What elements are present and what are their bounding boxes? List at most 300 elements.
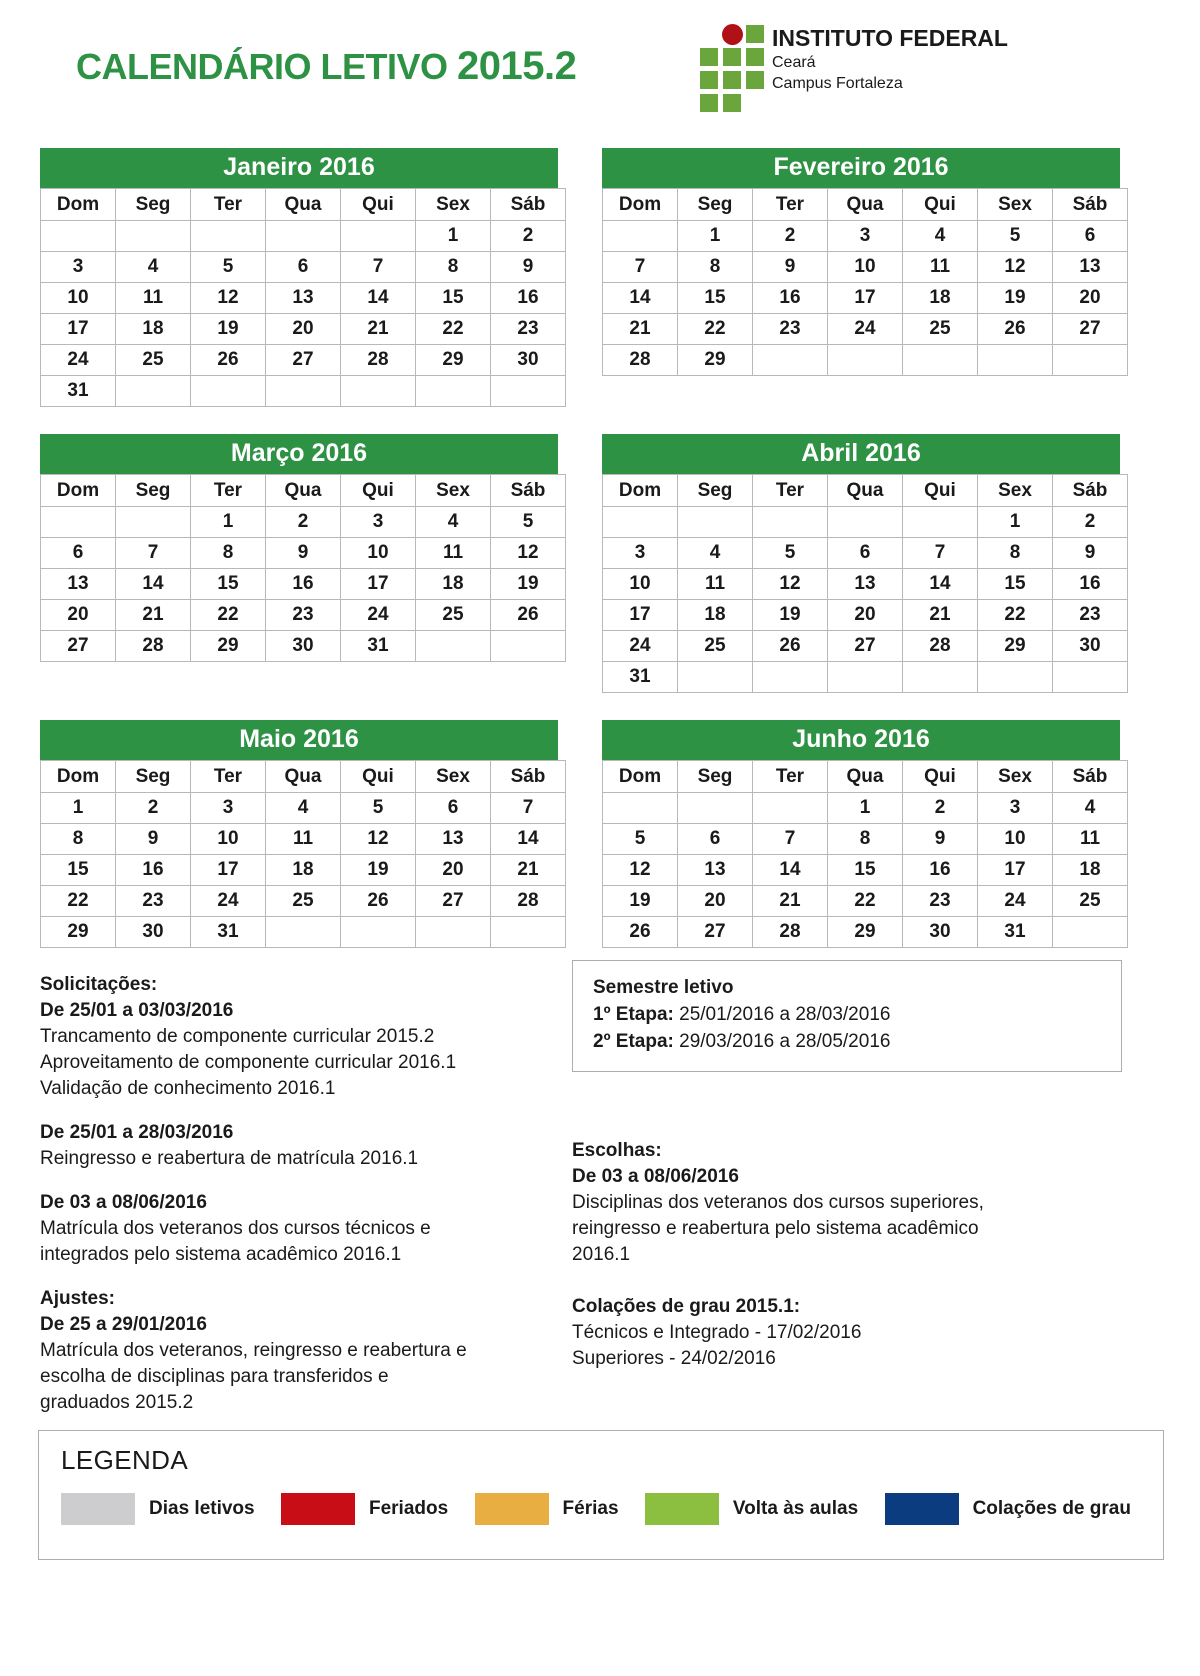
weekday-header-sáb: Sáb [491,761,566,793]
solicitacoes-line-6: integrados pelo sistema acadêmico 2016.1 [40,1244,402,1265]
semestre-letivo-box [572,960,1122,1072]
day-cell[interactable]: 26 [191,345,266,376]
day-cell[interactable]: 27 [41,631,116,662]
day-cell[interactable]: 28 [116,631,191,662]
week-row [41,917,566,948]
weekday-header-qui: Qui [341,189,416,221]
day-cell[interactable]: 6 [828,538,903,569]
day-cell-empty [191,376,266,407]
day-cell[interactable]: 17 [191,855,266,886]
day-cell[interactable]: 27 [1053,314,1128,345]
day-cell[interactable]: 19 [603,886,678,917]
day-cell[interactable]: 21 [603,314,678,345]
colacoes-block [572,1294,1160,1372]
ajustes-block [40,1286,560,1416]
day-cell[interactable]: 7 [603,252,678,283]
day-cell[interactable]: 22 [828,886,903,917]
day-cell[interactable]: 9 [266,538,341,569]
day-cell[interactable]: 6 [41,538,116,569]
day-cell[interactable]: 8 [678,252,753,283]
day-cell[interactable]: 24 [978,886,1053,917]
day-cell[interactable]: 9 [903,824,978,855]
legend-item-label: Volta às aulas [732,1498,859,1519]
day-cell[interactable]: 30 [116,917,191,948]
day-cell[interactable]: 31 [978,917,1053,948]
day-cell[interactable]: 4 [903,221,978,252]
day-cell[interactable]: 10 [41,283,116,314]
day-cell[interactable]: 27 [266,345,341,376]
day-cell-empty [266,917,341,948]
day-cell[interactable]: 2 [903,793,978,824]
day-cell[interactable]: 26 [491,600,566,631]
day-cell[interactable]: 15 [978,569,1053,600]
day-cell[interactable]: 4 [416,507,491,538]
info-column-right [572,960,1160,1372]
day-cell-empty [1053,917,1128,948]
day-cell-empty [603,793,678,824]
day-cell-empty [266,221,341,252]
semestre-etapa-2 [593,1028,1101,1055]
day-cell[interactable]: 24 [191,886,266,917]
day-cell[interactable]: 24 [603,631,678,662]
escolhas-line-3: 2016.1 [572,1244,631,1265]
legend-color-swatch [61,1493,135,1525]
day-cell[interactable]: 1 [978,507,1053,538]
day-cell[interactable]: 19 [341,855,416,886]
day-cell[interactable]: 3 [41,252,116,283]
day-cell[interactable]: 9 [116,824,191,855]
day-cell[interactable]: 28 [491,886,566,917]
day-cell[interactable]: 23 [491,314,566,345]
day-cell[interactable]: 27 [828,631,903,662]
day-cell[interactable]: 27 [678,917,753,948]
day-cell[interactable]: 11 [266,824,341,855]
day-cell[interactable]: 24 [41,345,116,376]
weekday-header-ter: Ter [191,475,266,507]
day-cell[interactable]: 19 [491,569,566,600]
day-cell[interactable]: 5 [603,824,678,855]
day-cell[interactable]: 31 [603,662,678,693]
day-cell-empty [903,662,978,693]
month-calendar [602,148,1120,407]
solicitacoes-line-2: Aproveitamento de componente curricular 2016.1 [40,1052,457,1073]
legend-item-label: Férias [562,1498,619,1519]
day-cell[interactable]: 25 [678,631,753,662]
week-row [603,283,1128,314]
month-calendar [40,720,558,948]
day-cell[interactable]: 29 [416,345,491,376]
weekday-header-seg: Seg [116,761,191,793]
escolhas-date-1: De 03 a 08/06/2016 [572,1166,739,1187]
day-cell[interactable]: 6 [266,252,341,283]
solicitacoes-date-2: De 25/01 a 28/03/2016 [40,1122,234,1143]
day-cell-empty [1053,662,1128,693]
day-cell[interactable]: 29 [191,631,266,662]
weekday-header-row [603,761,1128,793]
day-cell[interactable]: 20 [678,886,753,917]
day-cell[interactable]: 18 [1053,855,1128,886]
day-cell[interactable]: 23 [903,886,978,917]
day-cell-empty [266,376,341,407]
day-cell[interactable]: 5 [191,252,266,283]
day-cell-empty [416,917,491,948]
day-cell[interactable]: 22 [978,600,1053,631]
day-cell[interactable]: 7 [341,252,416,283]
weekday-header-dom: Dom [41,189,116,221]
day-cell[interactable]: 25 [116,345,191,376]
day-cell[interactable]: 28 [903,631,978,662]
day-cell[interactable]: 3 [191,793,266,824]
day-cell[interactable]: 21 [903,600,978,631]
day-cell[interactable]: 13 [678,855,753,886]
weekday-header-sáb: Sáb [1053,761,1128,793]
day-cell[interactable]: 30 [491,345,566,376]
weekday-header-qua: Qua [266,761,341,793]
day-cell[interactable]: 10 [828,252,903,283]
day-cell[interactable]: 24 [828,314,903,345]
etapa-1-label: 1º Etapa: [593,1004,674,1025]
day-cell[interactable]: 28 [603,345,678,376]
day-cell[interactable]: 25 [416,600,491,631]
day-cell[interactable]: 20 [828,600,903,631]
day-cell[interactable]: 2 [116,793,191,824]
day-cell[interactable]: 13 [828,569,903,600]
day-cell[interactable]: 1 [191,507,266,538]
day-cell[interactable]: 3 [341,507,416,538]
day-cell[interactable]: 20 [416,855,491,886]
day-cell[interactable]: 14 [491,824,566,855]
weekday-header-qui: Qui [903,475,978,507]
solicitacoes-line-4: Reingresso e reabertura de matrícula 2016.1 [40,1148,419,1169]
day-cell[interactable]: 10 [191,824,266,855]
day-cell[interactable]: 4 [1053,793,1128,824]
weekday-header-sáb: Sáb [491,189,566,221]
month-title: Fevereiro 2016 [602,148,1120,188]
ajustes-line-1: Matrícula dos veteranos, reingresso e reabertura e [40,1340,467,1361]
day-cell[interactable]: 1 [678,221,753,252]
day-cell[interactable]: 17 [828,283,903,314]
day-cell[interactable]: 7 [753,824,828,855]
day-cell[interactable]: 13 [266,283,341,314]
day-cell[interactable]: 2 [266,507,341,538]
day-cell[interactable]: 16 [116,855,191,886]
month-title: Março 2016 [40,434,558,474]
day-cell[interactable]: 16 [753,283,828,314]
day-cell[interactable]: 29 [828,917,903,948]
day-cell-empty [341,917,416,948]
day-cell[interactable]: 6 [1053,221,1128,252]
day-cell[interactable]: 22 [191,600,266,631]
week-row [41,252,566,283]
week-row [41,314,566,345]
day-cell[interactable]: 15 [191,569,266,600]
month-table [602,474,1128,693]
week-row [41,538,566,569]
weekday-header-row [603,475,1128,507]
day-cell[interactable]: 2 [1053,507,1128,538]
month-calendar [602,720,1120,948]
day-cell[interactable]: 26 [341,886,416,917]
day-cell[interactable]: 2 [491,221,566,252]
solicitacoes-line-1: Trancamento de componente curricular 2015.2 [40,1026,435,1047]
day-cell[interactable]: 20 [266,314,341,345]
day-cell[interactable]: 17 [41,314,116,345]
month-title: Junho 2016 [602,720,1120,760]
week-row [603,793,1128,824]
day-cell[interactable]: 18 [116,314,191,345]
day-cell[interactable]: 7 [491,793,566,824]
legend-box [38,1430,1164,1560]
day-cell[interactable]: 11 [903,252,978,283]
day-cell[interactable]: 22 [41,886,116,917]
day-cell[interactable]: 5 [341,793,416,824]
day-cell[interactable]: 21 [753,886,828,917]
day-cell[interactable]: 7 [116,538,191,569]
day-cell-empty [753,507,828,538]
day-cell[interactable]: 28 [753,917,828,948]
logo-text [772,24,1027,94]
day-cell-empty [678,507,753,538]
logo-line-ceara: Ceará [772,54,816,71]
legend-item-label: Dias letivos [149,1498,255,1519]
day-cell[interactable]: 6 [416,793,491,824]
day-cell[interactable]: 12 [603,855,678,886]
week-row [603,252,1128,283]
day-cell[interactable]: 12 [191,283,266,314]
day-cell[interactable]: 31 [191,917,266,948]
week-row [41,855,566,886]
day-cell-empty [678,662,753,693]
day-cell[interactable]: 17 [341,569,416,600]
semestre-letivo-title: Semestre letivo [593,977,734,998]
day-cell[interactable]: 20 [1053,283,1128,314]
weekday-header-row [41,475,566,507]
day-cell[interactable]: 10 [341,538,416,569]
ajustes-line-2: escolha de disciplinas para transferidos e [40,1366,389,1387]
day-cell[interactable]: 21 [491,855,566,886]
week-row [41,283,566,314]
weekday-header-qua: Qua [828,475,903,507]
day-cell[interactable]: 31 [41,376,116,407]
day-cell[interactable]: 8 [978,538,1053,569]
day-cell-empty [678,793,753,824]
day-cell[interactable]: 13 [1053,252,1128,283]
day-cell[interactable]: 26 [978,314,1053,345]
week-row [41,793,566,824]
etapa-1-value: 25/01/2016 a 28/03/2016 [679,1004,891,1025]
day-cell[interactable]: 18 [678,600,753,631]
day-cell-empty [978,345,1053,376]
day-cell[interactable]: 15 [416,283,491,314]
day-cell[interactable]: 10 [978,824,1053,855]
day-cell[interactable]: 30 [266,631,341,662]
day-cell[interactable]: 4 [678,538,753,569]
day-cell[interactable]: 12 [491,538,566,569]
day-cell[interactable]: 19 [753,600,828,631]
legend-title: LEGENDA [61,1445,189,1475]
day-cell[interactable]: 22 [416,314,491,345]
calendar-row [40,148,1160,407]
weekday-header-ter: Ter [753,475,828,507]
day-cell[interactable]: 1 [828,793,903,824]
day-cell[interactable]: 14 [116,569,191,600]
etapa-2-value: 29/03/2016 a 28/05/2016 [679,1031,891,1052]
day-cell[interactable]: 29 [41,917,116,948]
weekday-header-qua: Qua [828,189,903,221]
weekday-header-ter: Ter [191,761,266,793]
day-cell[interactable]: 18 [903,283,978,314]
day-cell[interactable]: 9 [491,252,566,283]
week-row [603,917,1128,948]
day-cell-empty [978,662,1053,693]
day-cell[interactable]: 14 [341,283,416,314]
day-cell[interactable]: 14 [603,283,678,314]
week-row [41,376,566,407]
day-cell-empty [116,221,191,252]
day-cell[interactable]: 3 [828,221,903,252]
day-cell[interactable]: 8 [41,824,116,855]
day-cell[interactable]: 25 [903,314,978,345]
day-cell[interactable]: 1 [41,793,116,824]
day-cell[interactable]: 22 [678,314,753,345]
day-cell[interactable]: 16 [266,569,341,600]
legend-item [475,1493,619,1525]
day-cell-empty [1053,345,1128,376]
weekday-header-sex: Sex [416,761,491,793]
day-cell[interactable]: 8 [828,824,903,855]
day-cell[interactable]: 26 [753,631,828,662]
day-cell[interactable]: 25 [266,886,341,917]
day-cell[interactable]: 29 [978,631,1053,662]
day-cell-empty [603,507,678,538]
day-cell[interactable]: 8 [416,252,491,283]
day-cell-empty [341,376,416,407]
week-row [603,855,1128,886]
day-cell[interactable]: 18 [416,569,491,600]
institution-logo [700,24,1030,119]
day-cell[interactable]: 6 [678,824,753,855]
weekday-header-seg: Seg [678,475,753,507]
weekday-header-sex: Sex [416,189,491,221]
day-cell[interactable]: 16 [491,283,566,314]
day-cell[interactable]: 5 [753,538,828,569]
day-cell[interactable]: 11 [416,538,491,569]
day-cell[interactable]: 24 [341,600,416,631]
escolhas-line-1: Disciplinas dos veteranos dos cursos superiores, [572,1192,984,1213]
day-cell[interactable]: 18 [266,855,341,886]
day-cell[interactable]: 15 [678,283,753,314]
day-cell[interactable]: 9 [753,252,828,283]
page-title [76,44,576,89]
day-cell[interactable]: 30 [903,917,978,948]
day-cell[interactable]: 10 [603,569,678,600]
day-cell[interactable]: 23 [116,886,191,917]
day-cell[interactable]: 11 [678,569,753,600]
day-cell[interactable]: 28 [341,345,416,376]
day-cell[interactable]: 13 [41,569,116,600]
weekday-header-dom: Dom [603,761,678,793]
day-cell-empty [828,662,903,693]
reingresso-block [40,1120,560,1172]
week-row [41,886,566,917]
day-cell[interactable]: 11 [116,283,191,314]
month-title: Maio 2016 [40,720,558,760]
day-cell[interactable]: 5 [978,221,1053,252]
weekday-header-qui: Qui [341,475,416,507]
day-cell[interactable]: 7 [903,538,978,569]
day-cell[interactable]: 21 [116,600,191,631]
day-cell-empty [491,376,566,407]
colacoes-heading: Colações de grau 2015.1: [572,1296,801,1317]
day-cell-empty [41,507,116,538]
day-cell[interactable]: 30 [1053,631,1128,662]
day-cell[interactable]: 4 [116,252,191,283]
week-row [41,600,566,631]
day-cell[interactable]: 8 [191,538,266,569]
day-cell-empty [753,793,828,824]
day-cell[interactable]: 19 [191,314,266,345]
day-cell[interactable]: 15 [41,855,116,886]
semestre-etapa-1 [593,1001,1101,1028]
day-cell[interactable]: 23 [753,314,828,345]
weekday-header-seg: Seg [116,475,191,507]
day-cell[interactable]: 15 [828,855,903,886]
day-cell[interactable]: 1 [416,221,491,252]
day-cell[interactable]: 23 [1053,600,1128,631]
solicitacoes-date-1: De 25/01 a 03/03/2016 [40,1000,234,1021]
day-cell[interactable]: 9 [1053,538,1128,569]
day-cell[interactable]: 12 [978,252,1053,283]
day-cell-empty [903,345,978,376]
weekday-header-qui: Qui [903,761,978,793]
day-cell[interactable]: 17 [978,855,1053,886]
day-cell[interactable]: 11 [1053,824,1128,855]
day-cell[interactable]: 27 [416,886,491,917]
etapa-2-label: 2º Etapa: [593,1031,674,1052]
month-table [40,188,566,407]
day-cell[interactable]: 14 [753,855,828,886]
day-cell[interactable]: 3 [603,538,678,569]
day-cell[interactable]: 21 [341,314,416,345]
day-cell[interactable]: 16 [903,855,978,886]
day-cell[interactable]: 12 [753,569,828,600]
day-cell[interactable]: 16 [1053,569,1128,600]
legend-item [281,1493,448,1525]
day-cell[interactable]: 26 [603,917,678,948]
day-cell[interactable]: 17 [603,600,678,631]
day-cell[interactable]: 29 [678,345,753,376]
day-cell[interactable]: 12 [341,824,416,855]
day-cell-empty [828,345,903,376]
day-cell[interactable]: 3 [978,793,1053,824]
week-row [603,824,1128,855]
week-row [603,314,1128,345]
day-cell[interactable]: 13 [416,824,491,855]
month-title: Janeiro 2016 [40,148,558,188]
day-cell[interactable]: 19 [978,283,1053,314]
page-header [0,0,1200,140]
day-cell[interactable]: 14 [903,569,978,600]
day-cell[interactable]: 4 [266,793,341,824]
week-row [41,345,566,376]
day-cell[interactable]: 20 [41,600,116,631]
solicitacoes-heading: Solicitações: [40,974,158,995]
day-cell[interactable]: 23 [266,600,341,631]
day-cell[interactable]: 25 [1053,886,1128,917]
day-cell[interactable]: 2 [753,221,828,252]
day-cell[interactable]: 31 [341,631,416,662]
day-cell[interactable]: 5 [491,507,566,538]
